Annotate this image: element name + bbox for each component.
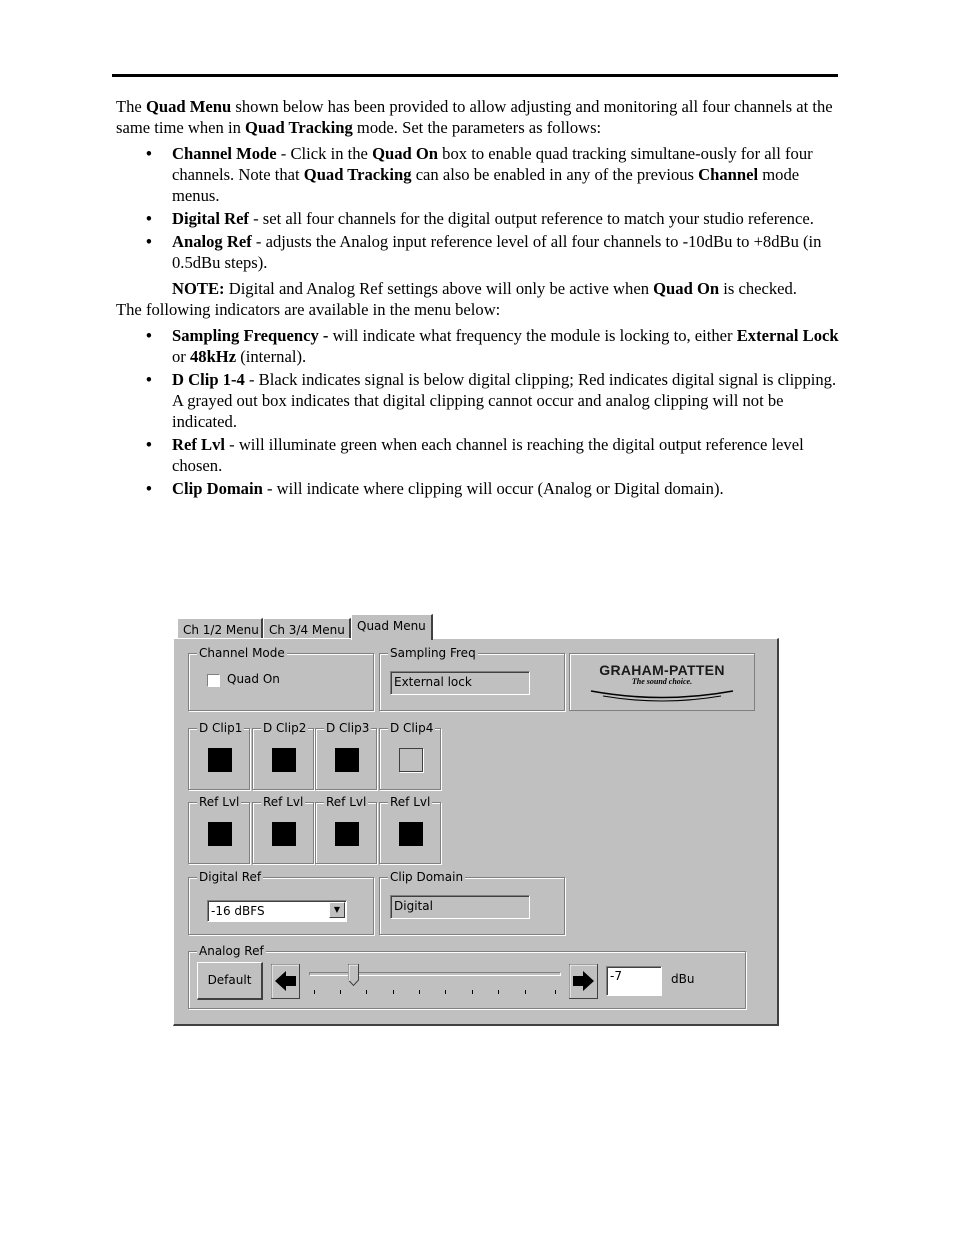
channel-mode-group bbox=[188, 646, 374, 711]
reflvl-4-legend: Ref Lvl bbox=[390, 795, 431, 809]
dclip-1-group bbox=[188, 721, 250, 790]
note-paragraph: NOTE: Digital and Analog Ref settings above will only be active when Quad On is checked. bbox=[172, 279, 797, 298]
analog-ref-slider-thumb[interactable] bbox=[348, 964, 359, 986]
reflvl-1-legend: Ref Lvl bbox=[199, 795, 240, 809]
default-button[interactable]: Default bbox=[197, 962, 263, 1000]
dclip-2-group bbox=[252, 721, 314, 790]
list-item: • Clip Domain - will indicate where clipping will occur (Analog or Digital domain). bbox=[146, 479, 724, 498]
slider-tick bbox=[340, 990, 341, 994]
tab-ch34-menu[interactable]: Ch 3/4 Menu bbox=[263, 618, 351, 640]
logo-tagline: The sound choice. bbox=[631, 677, 693, 686]
graham-patten-logo bbox=[569, 653, 755, 711]
dclip-3-group bbox=[315, 721, 377, 790]
dclip-4-group bbox=[379, 721, 441, 790]
list-item: • Sampling Frequency - will indicate what frequency the module is locking to, either External Lock or 48kHz (internal). bbox=[146, 326, 839, 366]
channel-mode-legend: Channel Mode bbox=[199, 646, 285, 660]
slider-tick bbox=[555, 990, 556, 994]
dclip-3-indicator bbox=[335, 748, 359, 772]
list-item: • D Clip 1-4 - Black indicates signal is below digital clipping; Red indicates digital signal is clipping. A grayed out box indicates that digital clipping cannot occur and analog clipping will not be indicated. bbox=[146, 370, 837, 431]
parameter-list bbox=[116, 143, 840, 273]
slider-tick bbox=[498, 990, 499, 994]
slider-tick bbox=[525, 990, 526, 994]
slider-tick bbox=[445, 990, 446, 994]
slider-tick bbox=[472, 990, 473, 994]
reflvl-4-group bbox=[379, 795, 441, 864]
dclip-2-indicator bbox=[272, 748, 296, 772]
clip-domain-group bbox=[379, 870, 565, 935]
dclip-4-indicator bbox=[399, 748, 423, 772]
intro-paragraph: The Quad Menu shown below has been provided to allow adjusting and monitoring all four channels at the same time when in Quad Tracking mode. Set the parameters as follows: bbox=[116, 97, 833, 137]
reflvl-3-indicator bbox=[335, 822, 359, 846]
sampling-freq-readout: External lock bbox=[390, 671, 530, 695]
analog-ref-slider-track[interactable] bbox=[309, 972, 561, 976]
slider-tick bbox=[314, 990, 315, 994]
digital-ref-select[interactable] bbox=[207, 900, 347, 922]
logo-brand: GRAHAM-PATTEN bbox=[599, 662, 725, 678]
reflvl-2-legend: Ref Lvl bbox=[263, 795, 304, 809]
dclip-4-legend: D Clip4 bbox=[390, 721, 434, 735]
clip-domain-legend: Clip Domain bbox=[390, 870, 464, 884]
list-item: • Analog Ref - adjusts the Analog input reference level of all four channels to -10dBu to +8dBu (in 0.5dBu steps). bbox=[146, 232, 822, 272]
quad-on-checkbox[interactable] bbox=[207, 674, 220, 687]
top-rule bbox=[112, 74, 838, 77]
tab-ch12-menu[interactable]: Ch 1/2 Menu bbox=[177, 618, 263, 640]
reflvl-2-indicator bbox=[272, 822, 296, 846]
list-item: • Digital Ref - set all four channels for the digital output reference to match your studio reference. bbox=[146, 209, 814, 228]
analog-ref-legend: Analog Ref bbox=[199, 944, 264, 958]
chevron-down-icon[interactable]: ▼ bbox=[329, 902, 345, 918]
tab-panel bbox=[173, 638, 779, 1026]
digital-ref-group bbox=[188, 870, 374, 935]
clip-domain-readout: Digital bbox=[390, 895, 530, 919]
reflvl-3-group bbox=[315, 795, 377, 864]
reflvl-2-group bbox=[252, 795, 314, 864]
indicators-intro: The following indicators are available in the menu below: bbox=[116, 300, 501, 319]
slider-tick bbox=[366, 990, 367, 994]
dclip-1-indicator bbox=[208, 748, 232, 772]
slider-tick bbox=[419, 990, 420, 994]
dclip-2-legend: D Clip2 bbox=[263, 721, 307, 735]
sampling-freq-group bbox=[379, 646, 565, 711]
document-body bbox=[116, 96, 840, 504]
logo-swoosh-icon bbox=[587, 686, 737, 702]
sampling-freq-legend: Sampling Freq bbox=[390, 646, 476, 660]
digital-ref-value: -16 dBFS bbox=[211, 904, 265, 918]
reflvl-1-group bbox=[188, 795, 250, 864]
digital-ref-legend: Digital Ref bbox=[199, 870, 262, 884]
reflvl-4-indicator bbox=[399, 822, 423, 846]
dclip-3-legend: D Clip3 bbox=[326, 721, 370, 735]
quad-on-label: Quad On bbox=[227, 672, 280, 686]
arrow-right-icon[interactable] bbox=[569, 964, 598, 999]
tab-quad-menu[interactable]: Quad Menu bbox=[351, 614, 433, 640]
dclip-1-legend: D Clip1 bbox=[199, 721, 243, 735]
reflvl-1-indicator bbox=[208, 822, 232, 846]
analog-ref-unit: dBu bbox=[671, 972, 695, 986]
slider-tick bbox=[393, 990, 394, 994]
list-item: • Ref Lvl - will illuminate green when each channel is reaching the digital output reference level chosen. bbox=[146, 435, 804, 475]
reflvl-3-legend: Ref Lvl bbox=[326, 795, 367, 809]
list-item: • Channel Mode - Click in the Quad On box to enable quad tracking simultane-ously for all four channels. Note that Quad Tracking can also be enabled in any of the previous Channel mode menus. bbox=[146, 144, 813, 205]
arrow-left-icon[interactable] bbox=[271, 964, 300, 999]
indicator-list bbox=[116, 325, 840, 499]
analog-ref-value-input[interactable]: -7 bbox=[606, 966, 662, 996]
quad-menu-dialog bbox=[173, 614, 779, 1026]
